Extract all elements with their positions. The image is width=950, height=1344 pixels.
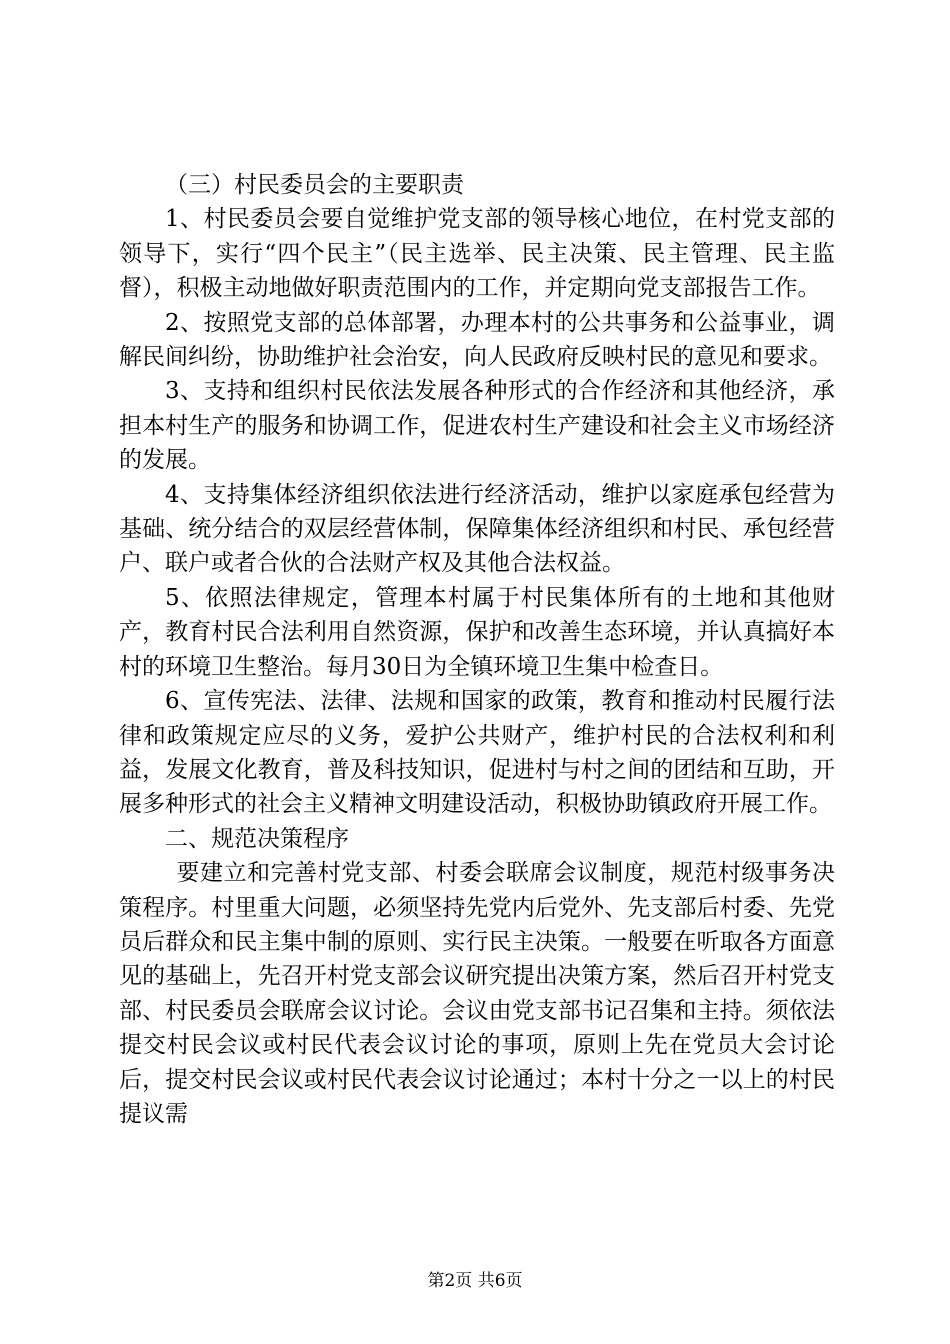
duty-paragraph-5: 5、依照法律规定，管理本村属于村民集体所有的土地和其他财产，教育村民合法利用自然资源，保护和改善生态环境，并认真搞好本村的环境卫生整治。每月30日为全镇环境卫生集中检查日。: [119, 584, 835, 680]
duty-paragraph-6: 6、宣传宪法、法律、法规和国家的政策，教育和推动村民履行法律和政策规定应尽的义务，爱护公共财产，维护村民的合法权利和利益，发展文化教育，普及科技知识，促进村与村之间的团结和互助，开展多种形式的社会主义精神文明建设活动，积极协助镇政府开展工作。: [119, 688, 835, 818]
duty-paragraph-1: 1、村民委员会要自觉维护党支部的领导核心地位，在村党支部的领导下，实行“四个民主”（民主选举、民主决策、民主管理、民主监督），积极主动地做好职责范围内的工作，并定期向党支部报告工作。: [119, 206, 835, 302]
duty-paragraph-2: 2、按照党支部的总体部署，办理本村的公共事务和公益事业，调解民间纠纷，协助维护社会治安，向人民政府反映村民的意见和要求。: [119, 309, 835, 371]
duty-paragraph-4: 4、支持集体经济组织依法进行经济活动，维护以家庭承包经营为基础、统分结合的双层经营体制，保障集体经济组织和村民、承包经营户、联户或者合伙的合法财产权及其他合法权益。: [119, 481, 835, 577]
section2-body: 要建立和完善村党支部、村委会联席会议制度，规范村级事务决策程序。村里重大问题，必须坚持先党内后党外、先支部后村委、先党员后群众和民主集中制的原则、实行民主决策。一般要在听取各方面意见的基础上，先召开村党支部会议研究提出决策方案，然后召开村党支部、村民委员会联席会议讨论。会议由党支部书记召集和主持。须依法提交村民会议或村民代表会议讨论的事项，原则上先在党员大会讨论后，提交村民会议或村民代表会议讨论通过；本村十分之一以上的村民提议需: [119, 860, 835, 1127]
document-body: [119, 168, 835, 1131]
section-heading: （三）村民委员会的主要职责: [165, 172, 464, 198]
page-footer: 第2页 共6页: [427, 1271, 523, 1291]
section2-heading: 二、规范决策程序: [165, 825, 349, 852]
duty-paragraph-3: 3、支持和组织村民依法发展各种形式的合作经济和其他经济，承担本村生产的服务和协调工作，促进农村生产建设和社会主义市场经济的发展。: [119, 378, 835, 474]
